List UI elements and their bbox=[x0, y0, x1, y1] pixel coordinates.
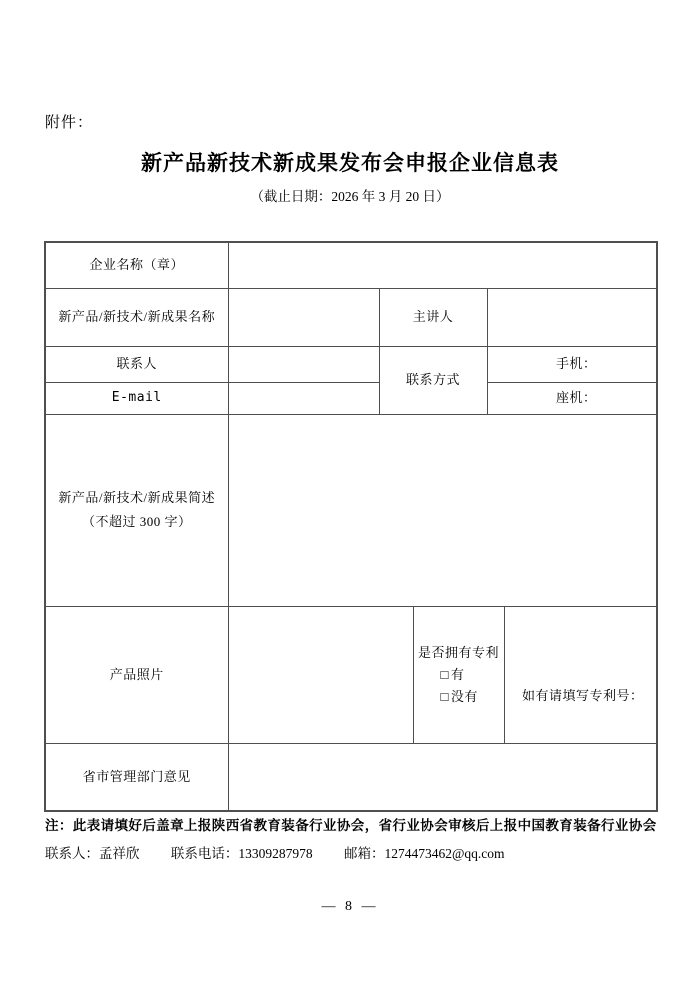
notes-block bbox=[45, 817, 657, 862]
deadline-subtitle: （截止日期：2026 年 3 月 20 日） bbox=[250, 189, 450, 204]
summary-label bbox=[45, 414, 228, 606]
product-name-label: 新产品/新技术/新成果名称 bbox=[45, 288, 228, 346]
patent-option-yes[interactable] bbox=[414, 664, 504, 686]
product-name-input-cell[interactable] bbox=[228, 288, 379, 346]
photo-input-cell[interactable] bbox=[228, 606, 413, 743]
summary-label-line2: （不超过 300 字） bbox=[81, 514, 192, 529]
photo-patent-row bbox=[45, 606, 657, 743]
email-label: E-mail bbox=[45, 382, 228, 414]
presenter-input-cell[interactable] bbox=[487, 288, 657, 346]
admin-opinion-label: 省市管理部门意见 bbox=[45, 743, 228, 811]
patent-number-input-cell[interactable] bbox=[504, 606, 657, 743]
patent-yes-label: 有 bbox=[450, 666, 465, 682]
attachment-label: 附件： bbox=[45, 115, 94, 131]
summary-label-line1: 新产品/新技术/新成果简述 bbox=[58, 490, 216, 505]
patent-option-no[interactable] bbox=[414, 686, 504, 708]
landline-input-cell[interactable] bbox=[487, 382, 657, 414]
mobile-input-cell[interactable] bbox=[487, 346, 657, 382]
admin-opinion-input-cell[interactable] bbox=[228, 743, 657, 811]
contact-person-row bbox=[45, 346, 657, 382]
note-contact-person: 联系人：孟祥欣 bbox=[45, 846, 140, 861]
summary-row bbox=[45, 414, 657, 606]
mobile-label: 手机： bbox=[556, 356, 597, 371]
company-name-row bbox=[45, 242, 657, 288]
photo-label: 产品照片 bbox=[45, 606, 228, 743]
patent-number-label: 如有请填写专利号： bbox=[522, 687, 644, 703]
patent-cell bbox=[413, 606, 504, 743]
company-name-label: 企业名称（章） bbox=[45, 242, 228, 288]
note-line1: 注：此表请填好后盖章上报陕西省教育装备行业协会，省行业协会审核后上报中国教育装备行业协会 bbox=[45, 818, 657, 833]
contact-person-input-cell[interactable] bbox=[228, 346, 379, 382]
note-contact-email: 邮箱：1274473462@qq.com bbox=[344, 846, 505, 861]
contact-person-label: 联系人 bbox=[45, 346, 228, 382]
patent-no-label: 没有 bbox=[450, 688, 478, 704]
contact-method-label: 联系方式 bbox=[379, 346, 487, 414]
application-form-table bbox=[44, 241, 658, 812]
admin-opinion-row bbox=[45, 743, 657, 811]
note-line2 bbox=[45, 845, 657, 862]
product-name-row bbox=[45, 288, 657, 346]
checkbox-unchecked-icon: □ bbox=[440, 666, 449, 682]
email-row bbox=[45, 382, 657, 414]
summary-input-cell[interactable] bbox=[228, 414, 657, 606]
checkbox-unchecked-icon: □ bbox=[440, 688, 449, 704]
page-title: 新产品新技术新成果发布会申报企业信息表 bbox=[141, 152, 559, 175]
presenter-label: 主讲人 bbox=[379, 288, 487, 346]
patent-question-label: 是否拥有专利 bbox=[417, 644, 499, 660]
email-input-cell[interactable] bbox=[228, 382, 379, 414]
company-name-input-cell[interactable] bbox=[228, 242, 657, 288]
landline-label: 座机： bbox=[556, 390, 597, 405]
note-contact-phone: 联系电话：13309287978 bbox=[170, 846, 313, 861]
page-number: — 8 — bbox=[321, 899, 379, 914]
